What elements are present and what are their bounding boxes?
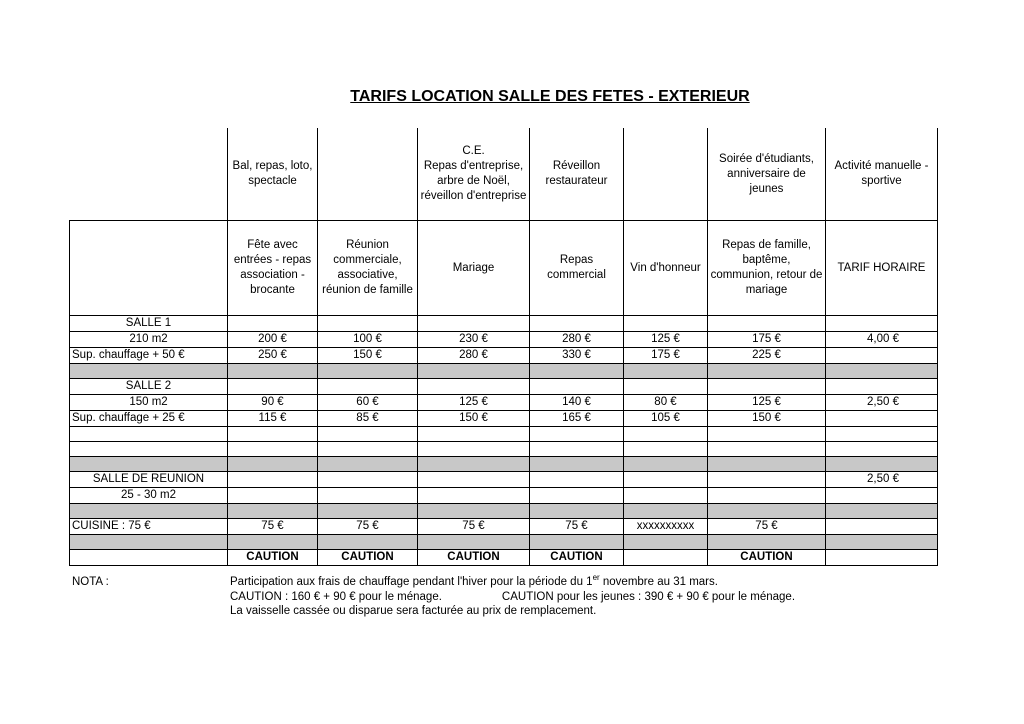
table-cell xyxy=(70,427,228,442)
table-cell: 165 € xyxy=(530,411,624,427)
table-cell: 125 € xyxy=(708,395,826,411)
table-cell xyxy=(418,364,530,379)
table-cell xyxy=(530,457,624,472)
table-cell: 4,00 € xyxy=(826,332,938,348)
table-cell xyxy=(530,488,624,504)
table-row xyxy=(70,364,938,379)
table-cell xyxy=(228,488,318,504)
table-cell xyxy=(418,472,530,488)
header-bottom-row-cell: Réunion commerciale, associative, réunion de famille xyxy=(318,221,418,316)
table-cell xyxy=(318,427,418,442)
table-row xyxy=(70,411,938,427)
table-cell: 115 € xyxy=(228,411,318,427)
table-cell xyxy=(318,316,418,332)
header-top-row-cell: C.E. Repas d'entreprise, arbre de Noël, réveillon d'entreprise xyxy=(418,128,530,221)
table-cell xyxy=(418,457,530,472)
table-cell xyxy=(70,442,228,457)
table-cell: 85 € xyxy=(318,411,418,427)
table-cell xyxy=(70,364,228,379)
table-cell: SALLE 1 xyxy=(70,316,228,332)
table-row xyxy=(70,332,938,348)
header-top-row-cell: Bal, repas, loto, spectacle xyxy=(228,128,318,221)
table-cell xyxy=(530,535,624,550)
table-cell: 280 € xyxy=(530,332,624,348)
table-cell: 150 m2 xyxy=(70,395,228,411)
table-cell xyxy=(826,535,938,550)
table-cell xyxy=(228,379,318,395)
table-row xyxy=(70,550,938,566)
header-bottom-row-cell xyxy=(70,221,228,316)
table-cell xyxy=(70,504,228,519)
table-cell xyxy=(530,364,624,379)
table-cell xyxy=(318,364,418,379)
table-cell xyxy=(624,457,708,472)
table-cell xyxy=(708,504,826,519)
table-cell xyxy=(70,457,228,472)
table-cell xyxy=(530,472,624,488)
table-cell: 90 € xyxy=(228,395,318,411)
table-cell: 75 € xyxy=(530,519,624,535)
table-cell xyxy=(418,427,530,442)
table-cell xyxy=(418,504,530,519)
table-cell xyxy=(624,427,708,442)
table-cell xyxy=(228,457,318,472)
table-row xyxy=(70,504,938,519)
table-cell xyxy=(624,488,708,504)
header-bottom-row-cell: Fête avec entrées - repas association - brocante xyxy=(228,221,318,316)
table-cell xyxy=(318,488,418,504)
table-cell xyxy=(826,316,938,332)
table-row xyxy=(70,427,938,442)
table-row xyxy=(70,395,938,411)
table-row xyxy=(70,535,938,550)
table-cell xyxy=(530,427,624,442)
table-cell xyxy=(826,519,938,535)
table-cell xyxy=(826,488,938,504)
table-cell xyxy=(708,379,826,395)
table-cell xyxy=(826,457,938,472)
table-cell xyxy=(826,442,938,457)
table-row xyxy=(70,379,938,395)
table-cell: 200 € xyxy=(228,332,318,348)
table-cell: 75 € xyxy=(708,519,826,535)
table-cell xyxy=(624,316,708,332)
table-cell: 230 € xyxy=(418,332,530,348)
table-cell: 60 € xyxy=(318,395,418,411)
table-cell xyxy=(418,488,530,504)
table-cell: 225 € xyxy=(708,348,826,364)
table-row xyxy=(70,316,938,332)
table-cell: CAUTION xyxy=(418,550,530,566)
table-cell: 80 € xyxy=(624,395,708,411)
note-vaisselle: La vaisselle cassée ou disparue sera facturée au prix de remplacement. xyxy=(230,605,597,617)
table-cell: 100 € xyxy=(318,332,418,348)
table-cell xyxy=(228,535,318,550)
table-cell xyxy=(708,457,826,472)
table-cell xyxy=(826,427,938,442)
table-cell xyxy=(418,535,530,550)
table-cell xyxy=(708,442,826,457)
header-top-row-cell: Activité manuelle - sportive xyxy=(826,128,938,221)
table-cell: 105 € xyxy=(624,411,708,427)
table-cell: 210 m2 xyxy=(70,332,228,348)
table-cell xyxy=(318,442,418,457)
table-cell: CUISINE : 75 € xyxy=(70,519,228,535)
table-cell: 150 € xyxy=(318,348,418,364)
page-title: TARIFS LOCATION SALLE DES FETES - EXTERIEUR xyxy=(350,88,750,105)
table-cell: 2,50 € xyxy=(826,395,938,411)
table-row xyxy=(70,457,938,472)
header-bottom-row-cell: Vin d'honneur xyxy=(624,221,708,316)
table-cell: Sup. chauffage + 25 € xyxy=(70,411,228,427)
table-cell xyxy=(228,316,318,332)
table-cell xyxy=(624,364,708,379)
table-cell xyxy=(708,535,826,550)
table-cell xyxy=(228,427,318,442)
table-cell: 25 - 30 m2 xyxy=(70,488,228,504)
table-cell: 330 € xyxy=(530,348,624,364)
header-bottom-row-cell: Repas commercial xyxy=(530,221,624,316)
header-bottom-row-cell: Mariage xyxy=(418,221,530,316)
table-cell: 250 € xyxy=(228,348,318,364)
header-bottom-row-cell: Repas de famille, baptême, communion, retour de mariage xyxy=(708,221,826,316)
table-cell xyxy=(708,364,826,379)
table-cell xyxy=(228,504,318,519)
table-cell xyxy=(418,379,530,395)
table-row xyxy=(70,472,938,488)
table-cell xyxy=(530,442,624,457)
header-top-row-cell: Réveillon restaurateur xyxy=(530,128,624,221)
table-cell: 2,50 € xyxy=(826,472,938,488)
table-cell: xxxxxxxxxx xyxy=(624,519,708,535)
table-cell: 75 € xyxy=(318,519,418,535)
table-cell xyxy=(826,504,938,519)
header-top-row-cell xyxy=(624,128,708,221)
header-top-row xyxy=(70,128,938,221)
table-cell: CAUTION xyxy=(708,550,826,566)
table-cell xyxy=(70,535,228,550)
table-cell xyxy=(418,442,530,457)
table-cell xyxy=(318,535,418,550)
table-cell: 75 € xyxy=(228,519,318,535)
tarifs-table xyxy=(69,128,938,566)
table-cell xyxy=(530,379,624,395)
table-cell xyxy=(318,379,418,395)
table-cell xyxy=(826,364,938,379)
table-cell: 280 € xyxy=(418,348,530,364)
table-cell: 140 € xyxy=(530,395,624,411)
table-cell: 175 € xyxy=(624,348,708,364)
table-row xyxy=(70,519,938,535)
header-bottom-row-cell: TARIF HORAIRE xyxy=(826,221,938,316)
table-cell xyxy=(708,488,826,504)
header-bottom-row xyxy=(70,221,938,316)
table-row xyxy=(70,442,938,457)
table-cell xyxy=(318,472,418,488)
table-row xyxy=(70,348,938,364)
table-cell xyxy=(228,364,318,379)
table-cell: SALLE 2 xyxy=(70,379,228,395)
table-cell: SALLE DE REUNION xyxy=(70,472,228,488)
table-cell xyxy=(418,316,530,332)
table-cell xyxy=(530,316,624,332)
table-cell: CAUTION xyxy=(530,550,624,566)
table-cell xyxy=(708,316,826,332)
nota-label: NOTA : xyxy=(72,576,109,588)
table-cell: CAUTION xyxy=(318,550,418,566)
table-cell: 150 € xyxy=(708,411,826,427)
table-cell xyxy=(624,535,708,550)
header-top-row-cell: Soirée d'étudiants, anniversaire de jeunes xyxy=(708,128,826,221)
header-top-row-cell xyxy=(70,128,228,221)
table-cell xyxy=(826,411,938,427)
table-row xyxy=(70,488,938,504)
note-chauffage: Participation aux frais de chauffage pendant l'hiver pour la période du 1er novembre au 31 mars. xyxy=(230,573,718,588)
table-cell: 125 € xyxy=(624,332,708,348)
table-cell: 75 € xyxy=(418,519,530,535)
table-cell xyxy=(530,504,624,519)
table-cell xyxy=(70,550,228,566)
table-cell: 175 € xyxy=(708,332,826,348)
table-cell xyxy=(624,379,708,395)
table-cell: CAUTION xyxy=(228,550,318,566)
table-cell xyxy=(228,442,318,457)
table-cell: 150 € xyxy=(418,411,530,427)
table-cell xyxy=(624,442,708,457)
table-cell: Sup. chauffage + 50 € xyxy=(70,348,228,364)
table-cell: 125 € xyxy=(418,395,530,411)
table-cell xyxy=(624,550,708,566)
table-cell xyxy=(826,379,938,395)
table-cell xyxy=(228,472,318,488)
table-cell xyxy=(318,457,418,472)
header-top-row-cell xyxy=(318,128,418,221)
table-cell xyxy=(624,472,708,488)
table-cell xyxy=(826,550,938,566)
table-cell xyxy=(826,348,938,364)
table-cell xyxy=(318,504,418,519)
table-cell xyxy=(708,427,826,442)
table-cell xyxy=(624,504,708,519)
table-cell xyxy=(708,472,826,488)
note-caution: CAUTION : 160 € + 90 € pour le ménage. CAUTION pour les jeunes : 390 € + 90 € pour le ménage. xyxy=(230,591,796,603)
